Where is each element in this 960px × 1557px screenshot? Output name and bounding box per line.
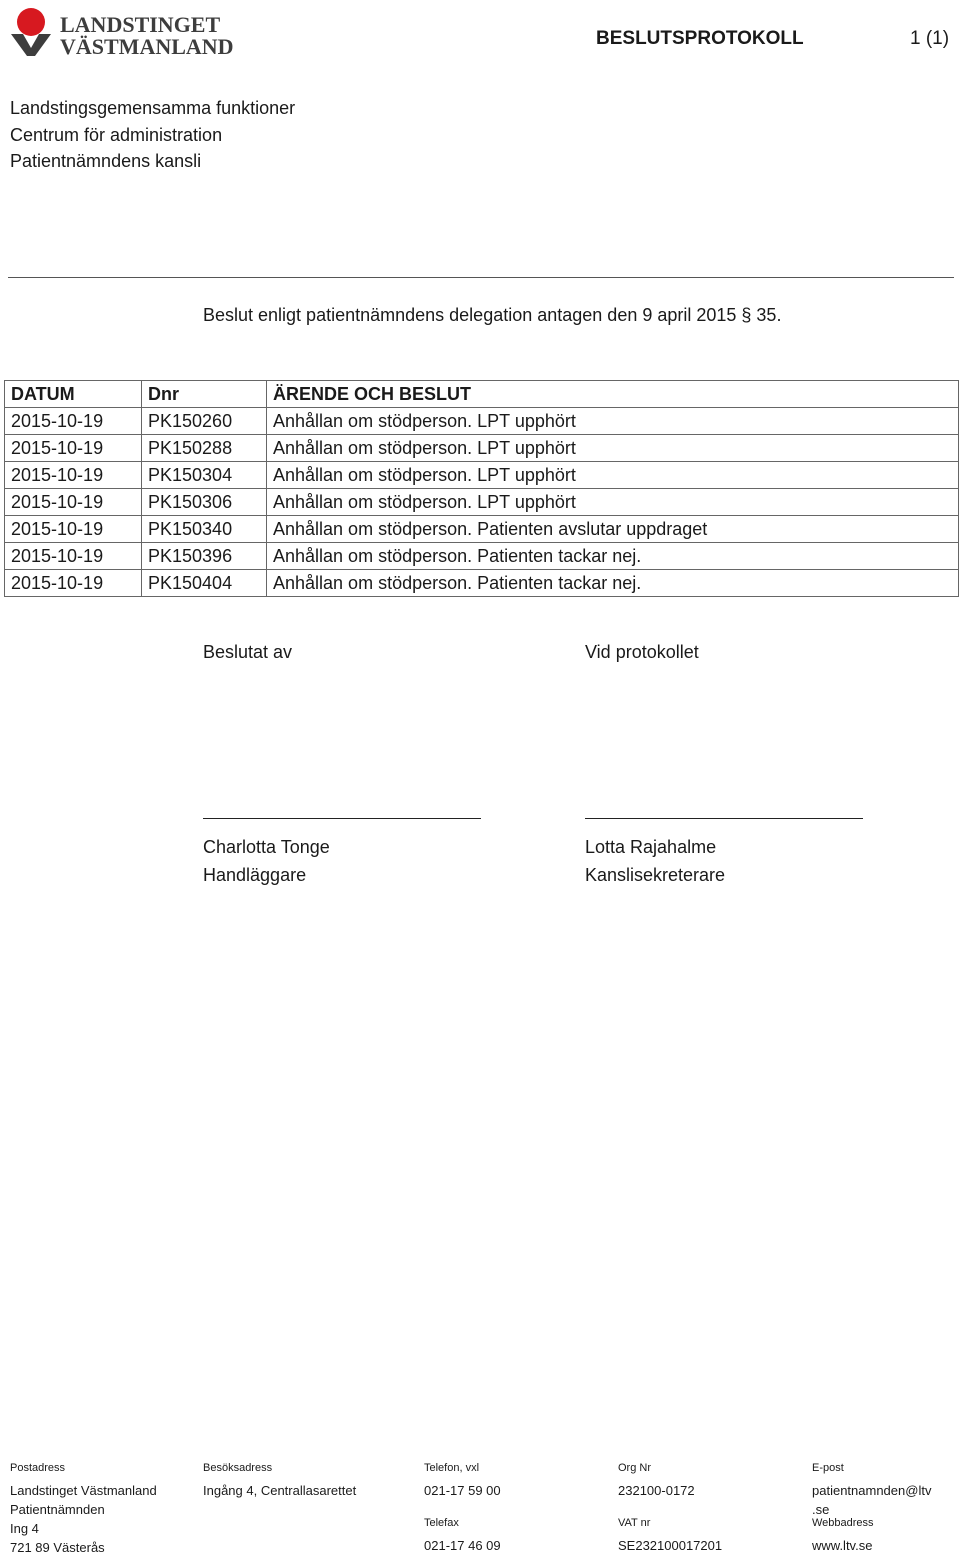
matter-cell: Anhållan om stödperson. Patienten tackar nej. <box>267 543 959 570</box>
footer-website-link[interactable]: www.ltv.se <box>812 1538 873 1553</box>
org-line: Centrum för administration <box>10 124 223 145</box>
footer-value: Patientnämnden <box>10 1502 105 1517</box>
footer-postal-address <box>10 1459 157 1557</box>
footer-email-link[interactable]: patientnamnden@ltv <box>812 1483 932 1498</box>
logo-text-line2: VÄSTMANLAND <box>60 34 234 59</box>
footer-label: Besöksadress <box>203 1462 273 1474</box>
organization-logo <box>8 4 234 59</box>
table-row <box>5 516 959 543</box>
table-row <box>5 408 959 435</box>
footer-email-link-cont[interactable]: .se <box>812 1502 830 1517</box>
date-cell: 2015-10-19 <box>5 435 142 462</box>
footer-value: 232100-0172 <box>618 1483 695 1498</box>
footer-phone <box>424 1459 501 1500</box>
organization-block <box>10 95 295 175</box>
footer-value: Landstinget Västmanland <box>10 1483 157 1498</box>
footer-value: Ing 4 <box>10 1521 39 1536</box>
dnr-cell: PK150306 <box>142 489 267 516</box>
dnr-cell: PK150404 <box>142 570 267 597</box>
table-header-row <box>5 381 959 408</box>
date-cell: 2015-10-19 <box>5 489 142 516</box>
column-header-date: DATUM <box>5 381 142 408</box>
footer-label: Webbadress <box>812 1517 874 1529</box>
footer-email <box>812 1459 931 1519</box>
dnr-cell: PK150340 <box>142 516 267 543</box>
footer-label: E-post <box>812 1462 844 1474</box>
dnr-cell: PK150304 <box>142 462 267 489</box>
footer-value: 021-17 46 09 <box>424 1538 501 1553</box>
table-row <box>5 489 959 516</box>
date-cell: 2015-10-19 <box>5 462 142 489</box>
table-row <box>5 462 959 489</box>
table-row <box>5 435 959 462</box>
matter-cell: Anhållan om stödperson. Patienten avslutar uppdraget <box>267 516 959 543</box>
signer-name: Charlotta Tonge <box>203 837 330 857</box>
dnr-cell: PK150396 <box>142 543 267 570</box>
footer-vat-number <box>618 1514 722 1555</box>
footer-label: VAT nr <box>618 1517 651 1529</box>
matter-cell: Anhållan om stödperson. LPT upphört <box>267 408 959 435</box>
document-title: BESLUTSPROTOKOLL <box>596 28 804 49</box>
footer-label: Telefon, vxl <box>424 1462 480 1474</box>
decisions-table <box>4 380 959 597</box>
table-row <box>5 570 959 597</box>
footer-label: Org Nr <box>618 1462 651 1474</box>
logo-text-line1: LANDSTINGET <box>60 12 221 37</box>
signature-heading-right: Vid protokollet <box>585 642 699 662</box>
signature-heading-left: Beslutat av <box>203 642 293 662</box>
footer-value: Ingång 4, Centrallasarettet <box>203 1483 357 1498</box>
matter-cell: Anhållan om stödperson. LPT upphört <box>267 435 959 462</box>
column-header-matter: ÄRENDE OCH BESLUT <box>267 381 959 408</box>
org-line: Patientnämndens kansli <box>10 151 202 171</box>
footer-value: SE232100017201 <box>618 1538 723 1553</box>
footer-label: Postadress <box>10 1462 66 1474</box>
signer-block-right <box>585 833 725 889</box>
delegation-statement: Beslut enligt patientnämndens delegation antagen den 9 april 2015 § 35. <box>203 305 782 325</box>
footer-fax <box>424 1514 501 1555</box>
signature-line-right <box>585 818 863 819</box>
column-header-dnr: Dnr <box>142 381 267 408</box>
date-cell: 2015-10-19 <box>5 408 142 435</box>
dnr-cell: PK150260 <box>142 408 267 435</box>
matter-cell: Anhållan om stödperson. LPT upphört <box>267 489 959 516</box>
signer-role: Kanslisekreterare <box>585 865 726 885</box>
date-cell: 2015-10-19 <box>5 543 142 570</box>
header-divider <box>8 277 954 278</box>
date-cell: 2015-10-19 <box>5 516 142 543</box>
footer-value: 021-17 59 00 <box>424 1483 501 1498</box>
signer-name: Lotta Rajahalme <box>585 837 717 857</box>
page-number: 1 (1) <box>910 28 950 49</box>
logo-mark-icon <box>8 4 234 59</box>
footer-label: Telefax <box>424 1517 459 1529</box>
table-row <box>5 543 959 570</box>
dnr-cell: PK150288 <box>142 435 267 462</box>
footer-value: 721 89 Västerås <box>10 1540 105 1555</box>
matter-cell: Anhållan om stödperson. LPT upphört <box>267 462 959 489</box>
signature-line-left <box>203 818 481 819</box>
matter-cell: Anhållan om stödperson. Patienten tackar nej. <box>267 570 959 597</box>
footer-website <box>812 1514 874 1555</box>
footer-visiting-address <box>203 1459 356 1500</box>
date-cell: 2015-10-19 <box>5 570 142 597</box>
signer-role: Handläggare <box>203 865 307 885</box>
footer-org-number <box>618 1459 695 1500</box>
signer-block-left <box>203 833 330 889</box>
org-line: Landstingsgemensamma funktioner <box>10 98 296 118</box>
